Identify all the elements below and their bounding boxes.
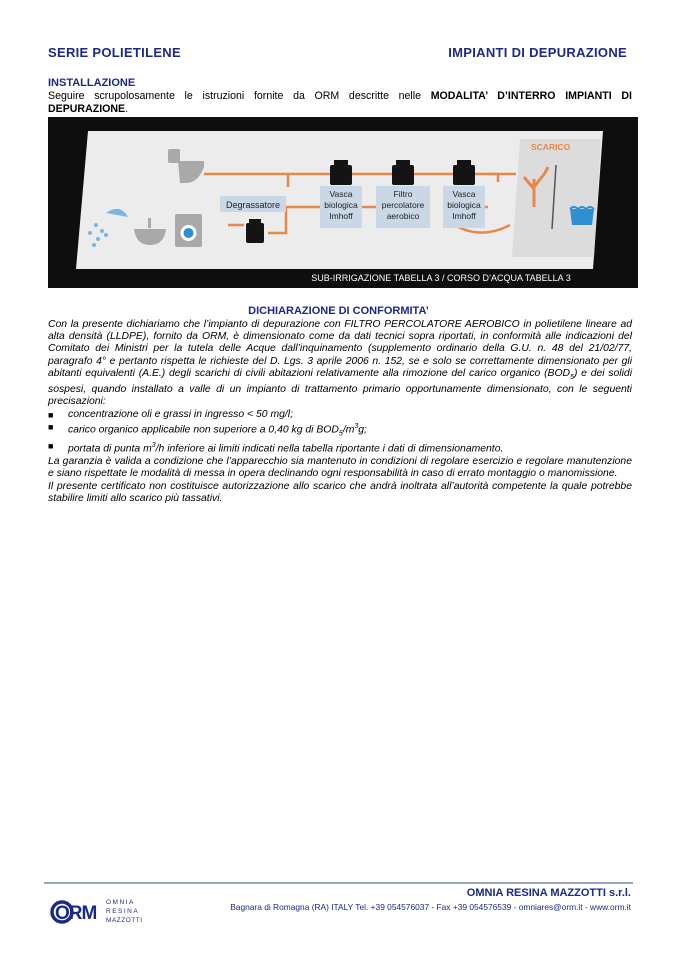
company-name: OMNIA RESINA MAZZOTTI s.r.l. (466, 887, 631, 899)
scarico-label: SCARICO (531, 142, 571, 152)
water-basin-icon (570, 207, 594, 225)
washing-machine-icon (175, 214, 202, 247)
degrassatore-label: Degrassatore (225, 200, 281, 210)
vasca1-line1: Vasca (329, 189, 353, 199)
footer-divider (44, 882, 633, 884)
filtro-line1: Filtro (393, 189, 413, 199)
filtro-line2: percolatore (381, 200, 425, 210)
list-item: ■ concentrazione oli e grassi in ingresso < 50 mg/l; (48, 408, 293, 420)
bullet-icon: ■ (48, 441, 54, 452)
installation-title: INSTALLAZIONE (48, 77, 136, 89)
conformity-list (48, 409, 632, 457)
company-address: Bagnara di Romagna (RA) ITALY Tel. +39 054576037 - Fax +39 054576539 - omniares@orm.it - www.orm.it (230, 902, 631, 912)
vasca1-line2: biologica (324, 200, 358, 210)
series-title: SERIE POLIETILENE (48, 45, 181, 60)
list-item: ■ carico organico applicabile non superiore a 0,40 kg di $BOD_5/m^3g$; (48, 421, 367, 438)
installation-text-bold: MODALITA’ D’INTERRO IMPIANTI DI DEPURAZIONE (48, 90, 632, 115)
svg-text:ORM: ORM (55, 903, 97, 924)
certificate-text: Il presente certificato non costituisce autorizzazione allo scarico che andrà inoltrata all’autorità competente la quale potrebbe stabilire limiti allo scarico più tassativi. (48, 480, 632, 504)
svg-text:OMNIA: OMNIA (106, 899, 135, 906)
vasca2-line3: Imhoff (452, 211, 476, 221)
svg-text:MAZZOTTI: MAZZOTTI (106, 917, 143, 924)
installation-text (48, 90, 632, 115)
conformity-title: DICHIARAZIONE DI CONFORMITA’ (248, 305, 429, 317)
vasca2-line2: biologica (447, 200, 481, 210)
svg-text:RESINA: RESINA (106, 908, 140, 915)
conformity-body (48, 319, 632, 505)
bullet-icon: ■ (48, 409, 54, 420)
conformity-intro: Con la presente dichiariamo che l’impianto di depurazione con FILTRO PERCOLATORE AEROBICO in polietilene lineare ad alta densità (LLDPE), fornito da ORM, è dimensionato come da dati tecnici sopra riportati, in conformità alle indicazioni del Comitato dei Ministri per la tutela delle Acque dall’inquinamento (supplemento ordinario della G.U. n. 48 del 21/02/77, paragrafo 4° e pertanto rispetta le richieste del D. Lgs. 3 aprile 2006 n. 152, se e solo se correttamente dimensionato per gli abitanti equivalenti (A.E.) degli scarichi di civili abitazioni relativamente alla rimozione del carico organico $(BOD_5)$ e dei solidi sospesi, quando installato a valle di un impianto di trattamento primario opportunamente dimensionato, con le seguenti precisazioni: (48, 319, 633, 408)
installation-text-suffix: . (125, 102, 129, 115)
list-item: ■ portata di punta $m^3/h$ inferiore ai limiti indicati nella tabella riportante i dati di dimensionamento. (48, 441, 504, 455)
diagram-caption: SUB-IRRIGAZIONE TABELLA 3 / CORSO D’ACQUA TABELLA 3 (311, 273, 571, 283)
plant-diagram (48, 117, 638, 288)
vasca2-line1: Vasca (452, 189, 476, 199)
bullet-icon: ■ (48, 421, 54, 432)
filtro-line3: aerobico (386, 211, 420, 221)
section-category-title: IMPIANTI DI DEPURAZIONE (448, 45, 627, 60)
company-logo (50, 893, 150, 927)
installation-text-prefix: Seguire scrupolosamente le istruzioni fornite da ORM descritte nelle (48, 90, 431, 102)
scarico-panel (512, 139, 601, 257)
guarantee-text: La garanzia è valida a condizione che l’apparecchio sia mantenuto in condizioni di regolare esercizio e regolare manutenzione e siano rispettate le modalità di messa in opera declinando ogni responsabilità in caso di errato montaggio o manomissione. (48, 456, 632, 480)
vasca1-line3: Imhoff (329, 211, 353, 221)
